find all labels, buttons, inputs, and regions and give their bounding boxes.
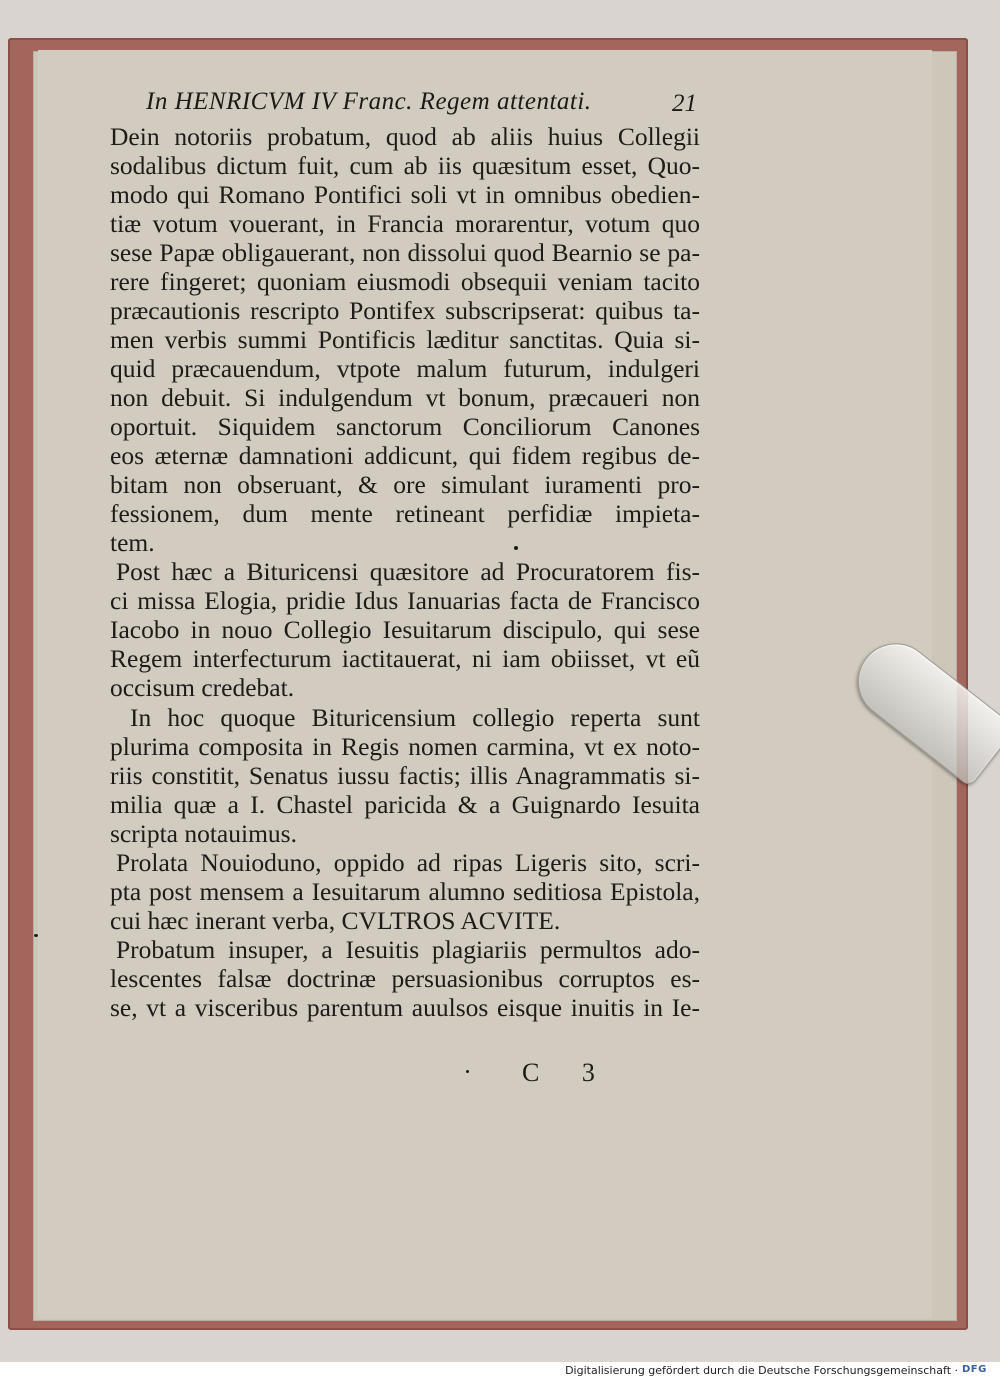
text-line: ci missa Elogia, pridie Idus Ianuarias facta de Francisco <box>110 586 700 615</box>
text-line: scripta notauimus. <box>110 819 297 848</box>
page-number: 21 <box>672 90 697 117</box>
dfg-logo: DFG <box>962 1364 987 1375</box>
footer-bar <box>0 1362 1000 1380</box>
text-line: pta post mensem a Iesuitarum alumno seditiosa Epistola, <box>110 877 700 906</box>
paragraph-start: Probatum insuper, a Iesuitis plagiariis permultos ado- <box>116 935 700 964</box>
paragraph-start: In hoc quoque Bituricensium collegio reperta sunt <box>130 703 700 732</box>
text-line: tiæ votum vouerant, in Francia morarentur, votum quo <box>110 209 700 238</box>
text-line: Regem interfecturum iactitauerat, ni iam obiisset, vt eũ <box>110 644 700 673</box>
text-line: sese Papæ obligauerant, non dissolui quod Bearnio se pa- <box>110 238 700 267</box>
text-line: se, vt a visceribus parentum auulsos eisque inuitis in Ie- <box>110 993 700 1022</box>
text-line: men verbis summi Pontificis læditur sanctitas. Quia si- <box>110 325 700 354</box>
running-head: In HENRICVM IV Franc. Regem attentati. <box>146 88 592 115</box>
text-line: Iacobo in nouo Collegio Iesuitarum discipulo, qui sese <box>110 615 700 644</box>
body-text <box>110 122 700 1022</box>
text-line: occisum credebat. <box>110 673 295 702</box>
text-line: eos æternæ damnationi addicunt, qui fidem regibus de- <box>110 441 700 470</box>
text-line: plurima composita in Regis nomen carmina, vt ex noto- <box>110 732 700 761</box>
text-line: cui hæc inerant verba, CVLTROS ACVITE. <box>110 906 561 935</box>
text-line: modo qui Romano Pontifici soli vt in omnibus obedien- <box>110 180 700 209</box>
text-line: tem. <box>110 528 155 557</box>
ink-speck <box>466 1070 469 1073</box>
text-line: Dein notoriis probatum, quod ab aliis huius Collegii <box>110 122 700 151</box>
text-line: riis constitit, Senatus iussu factis; illis Anagrammatis si- <box>110 761 700 790</box>
text-line: oportuit. Siquidem sanctorum Conciliorum Canones <box>110 412 700 441</box>
text-line: rere fingeret; quoniam eiusmodi obsequii veniam tacito <box>110 267 700 296</box>
signature-mark: C 3 <box>522 1058 613 1087</box>
ink-speck <box>514 546 518 550</box>
text-line: bitam non obseruant, & ore simulant iuramenti pro- <box>110 470 700 499</box>
ink-speck <box>34 934 38 937</box>
text-line: lescentes falsæ doctrinæ persuasionibus corruptos es- <box>110 964 700 993</box>
text-line: fessionem, dum mente retineant perfidiæ impieta- <box>110 499 700 528</box>
text-line: non debuit. Si indulgendum vt bonum, præcaueri non <box>110 383 700 412</box>
text-line: milia quæ a I. Chastel paricida & a Guignardo Iesuita <box>110 790 700 819</box>
footer-credit: Digitalisierung gefördert durch die Deutsche Forschungsgemeinschaft · <box>565 1364 958 1377</box>
text-line: præcautionis rescripto Pontifex subscripserat: quibus ta- <box>110 296 700 325</box>
paragraph-start: Post hæc a Bituricensi quæsitore ad Procuratorem fis- <box>116 557 700 586</box>
text-line: sodalibus dictum fuit, cum ab iis quæsitum esset, Quo- <box>110 151 700 180</box>
text-line: quid præcauendum, vtpote malum futurum, indulgeri <box>110 354 700 383</box>
paragraph-start: Prolata Nouioduno, oppido ad ripas Ligeris sito, scri- <box>116 848 700 877</box>
